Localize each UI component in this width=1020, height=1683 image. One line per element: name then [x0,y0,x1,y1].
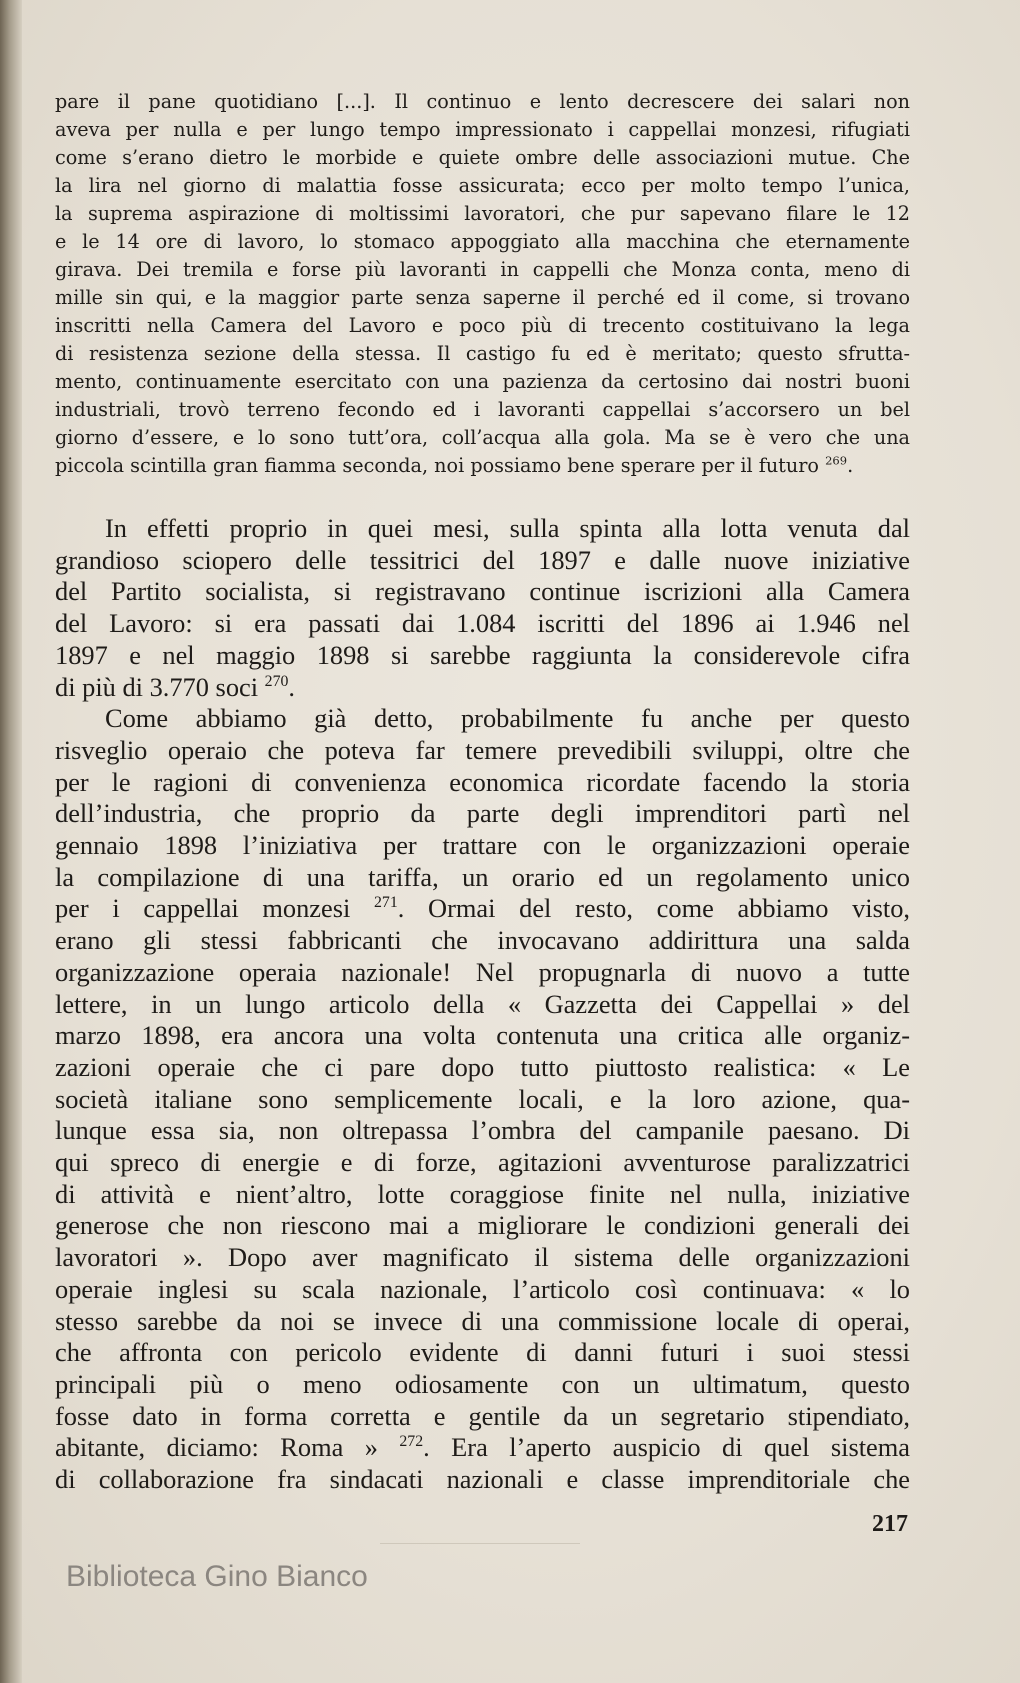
footnote-ref: 269 [825,453,848,468]
paragraph-line: qui spreco di energie e di forze, agitazioni avventurose paralizzatrici [55,1147,910,1178]
main-text [55,513,910,1496]
paragraph-line [55,1432,910,1464]
footnote-ref: 271 [374,894,398,912]
quote-line: e le 14 ore di lavoro, lo stomaco appoggiato alla macchina che eternamente [55,230,910,253]
paragraph-line: principali più o meno odiosamente con un ultimatum, questo [55,1368,910,1399]
paragraph-line: marzo 1898, era ancora una volta contenuta una critica alle organiz- [55,1020,910,1051]
quote-line: la lira nel giorno di malattia fosse assicurata; ecco per molto tempo l’unica, [55,174,910,197]
paragraph-line: fosse dato in forma corretta e gentile da un segretario stipendiato, [55,1400,910,1431]
paragraph [55,703,910,1496]
paragraph-line: del Lavoro: si era passati dai 1.084 iscritti del 1896 ai 1.946 nel [55,608,910,639]
book-gutter-shadow [0,0,22,1683]
quote-line: mento, continuamente esercitato con una pazienza da certosino dai nostri buoni [55,370,910,393]
paragraph-line: organizzazione operaia nazionale! Nel propugnarla di nuovo a tutte [55,956,910,987]
block-quote [55,88,910,480]
paragraph-line: società italiane sono semplicemente locali, e la loro azione, qua- [55,1083,910,1114]
paragraph-line [55,893,910,925]
library-watermark: Biblioteca Gino Bianco [66,1560,368,1593]
paragraph-line-text: di più di 3.770 soci [55,671,259,702]
paragraph-line-text: per i cappellai monzesi [55,893,351,924]
paragraph-line: stesso sarebbe da noi se invece di una commissione locale di operai, [55,1305,910,1336]
quote-line [55,452,910,480]
paragraph-line: dell’industria, che proprio da parte degli imprenditori partì nel [55,798,910,829]
quote-line: come s’erano dietro le morbide e quiete ombre delle associazioni mutue. Che [55,146,910,169]
quote-line: la suprema aspirazione di moltissimi lavoratori, che pur sapevano filare le 12 [55,202,910,225]
quote-line: di resistenza sezione della stessa. Il castigo fu ed è meritato; questo sfrutta- [55,342,910,365]
quote-line: industriali, trovò terreno fecondo ed i lavoranti cappellai s’accorsero un bel [55,398,910,421]
footnote-ref: 272 [399,1433,424,1451]
paragraph-line: Come abbiamo già detto, probabilmente fu anche per questo [105,703,910,734]
punctuation: . [288,671,296,702]
paragraph-line: del Partito socialista, si registravano continue iscrizioni alla Camera [55,576,910,607]
footnote-ref: 270 [264,672,289,690]
paragraph-line: 1897 e nel maggio 1898 si sarebbe raggiunta la considerevole cifra [55,639,910,670]
paragraph-line: operaie inglesi su scala nazionale, l’articolo così continuava: « lo [55,1273,910,1304]
quote-line: pare il pane quotidiano [...]. Il continuo e lento decrescere dei salari non [55,90,910,113]
paragraph-line: erano gli stessi fabbricanti che invocavano addirittura una salda [55,925,910,956]
paragraph-line-text: . Ormai del resto, come abbiamo visto, [397,893,910,924]
paragraph-line: generose che non riescono mai a migliorare le condizioni generali dei [55,1210,910,1241]
paragraph-line: di attività e nient’altro, lotte coraggiose finite nel nulla, iniziative [55,1178,910,1209]
paragraph-line: che affronta con pericolo evidente di danni futuri i suoi stessi [55,1337,910,1368]
paragraph-line: risveglio operaio che poteva far temere prevedibili sviluppi, oltre che [55,734,910,765]
quote-line: giorno d’essere, e lo sono tutt’ora, coll’acqua alla gola. Ma se è vero che una [55,426,910,449]
paragraph-line-text: abitante, diciamo: Roma » [55,1432,378,1463]
paragraph-line [55,672,910,704]
paragraph-line: lunque essa sia, non oltrepassa l’ombra del campanile paesano. Di [55,1115,910,1146]
paragraph-line-text: . Era l’aperto auspicio di quel sistema [423,1432,910,1463]
paragraph-line: grandioso sciopero delle tessitrici del 1897 e dalle nuove iniziative [55,544,910,575]
quote-line: girava. Dei tremila e forse più lavoranti in cappelli che Monza conta, meno di [55,258,910,281]
paragraph-line: lettere, in un lungo articolo della « Gazzetta dei Cappellai » del [55,988,910,1019]
quote-line: mille sin qui, e la maggior parte senza saperne il perché ed il come, si trovano [55,286,910,309]
paragraph-line: In effetti proprio in quei mesi, sulla spinta alla lotta venuta dal [105,513,910,543]
page-number: 217 [872,1511,908,1537]
paragraph-line: di collaborazione fra sindacati nazionali e classe imprenditoriale che [55,1464,910,1495]
paragraph-line: per le ragioni di convenienza economica ricordate facendo la storia [55,766,910,797]
paragraph [55,513,910,703]
punctuation: . [847,454,854,477]
quote-line: inscritti nella Camera del Lavoro e poco più di trecento costituivano la lega [55,314,910,337]
quote-line: aveva per nulla e per lungo tempo impressionato i cappellai monzesi, rifugiati [55,118,910,141]
page-rule [380,1543,580,1544]
quote-line-text: piccola scintilla gran fiamma seconda, noi possiamo bene sperare per il futuro [55,454,819,477]
paragraph-line: zazioni operaie che ci pare dopo tutto piuttosto realistica: « Le [55,1051,910,1082]
paragraph-line: la compilazione di una tariffa, un orario ed un regolamento unico [55,861,910,892]
paragraph-line: lavoratori ». Dopo aver magnificato il sistema delle organizzazioni [55,1242,910,1273]
paragraph-line: gennaio 1898 l’iniziativa per trattare con le organizzazioni operaie [55,830,910,861]
